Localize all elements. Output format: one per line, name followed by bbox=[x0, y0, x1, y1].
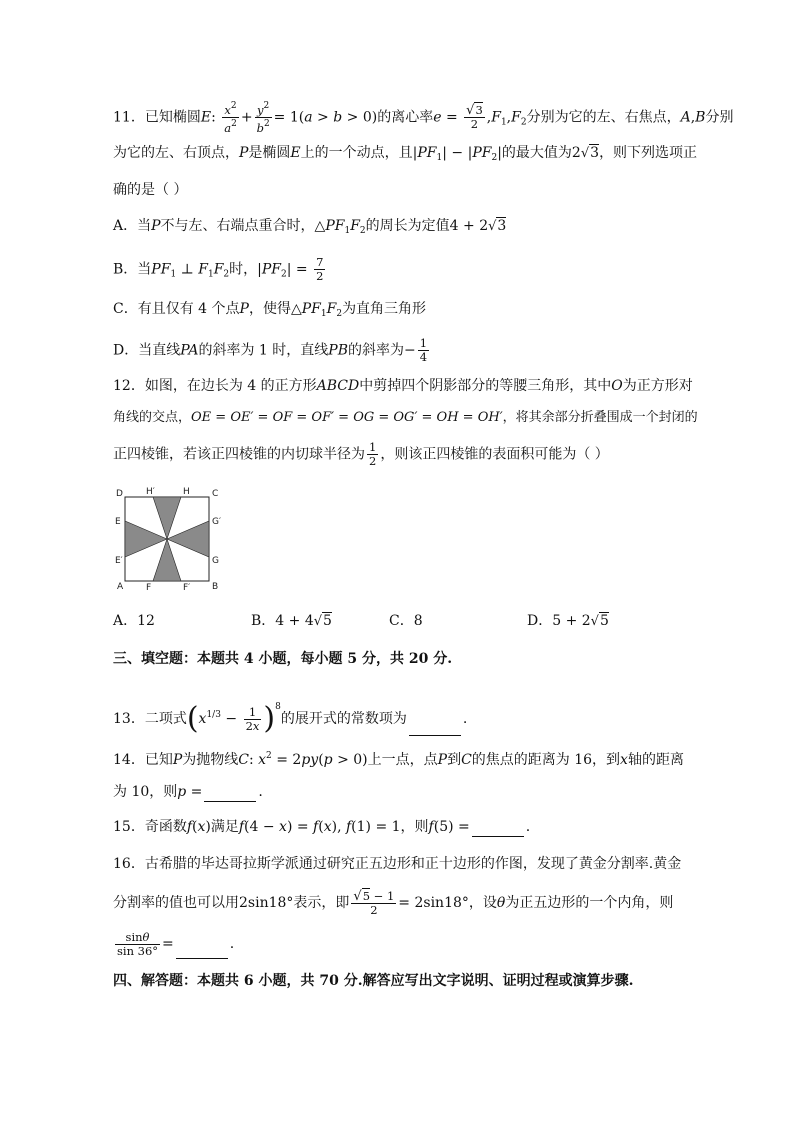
q14-c: 上一点，点 bbox=[367, 752, 438, 768]
square-figure bbox=[113, 487, 223, 592]
q11-line2-a: 为它的左、右顶点， bbox=[113, 145, 239, 161]
q15-mid2: ，则 bbox=[400, 819, 429, 835]
frac-1-2x: $\frac{1}{2x}$ bbox=[245, 704, 260, 733]
q13-pre: 13．二项式 bbox=[113, 711, 187, 727]
q11-line2-e: ，则下列选项正 bbox=[599, 145, 698, 161]
q14-e: 的焦点的距离为 16，到 bbox=[471, 752, 621, 768]
frac-1-4: $\frac{1}{4}$ bbox=[419, 336, 428, 364]
label-g-prime: G′ bbox=[212, 517, 222, 527]
label-e-prime: E′ bbox=[115, 556, 123, 566]
q15-mid: 满足 bbox=[210, 819, 239, 835]
q12-line1-c: 为正方形对 bbox=[622, 378, 693, 394]
frac-sqrt5-minus-1-over-2: $\frac{√5 - 1}{2}$ bbox=[353, 888, 395, 917]
q16-answer-blank[interactable] bbox=[176, 944, 228, 959]
q11-line-2: 为它的左、右顶点，P是椭圆E上的一个动点，且$|PF_1| - |PF_2|$的最大值为2√3，则下列选项正 bbox=[113, 145, 698, 163]
q14-f: 轴的距离 bbox=[627, 752, 684, 768]
q12-option-b-text: B．4 + 4 bbox=[251, 613, 314, 629]
q11-line2-d: 的最大值为 bbox=[501, 145, 572, 161]
q11-c-pre: C．有且仅有 4 个点 bbox=[113, 301, 240, 317]
q14-line2-text: 为 10，则 bbox=[113, 784, 178, 800]
q12-line1-a: 12．如图，在边长为 4 的正方形 bbox=[113, 378, 317, 394]
q11-c-mid: ，使得 bbox=[248, 301, 291, 317]
q12-options bbox=[113, 611, 693, 632]
q16-line-2: 分割率的值也可以用2sin18°表示，即 $\frac{√5 - 1}{2}$ = 2sin18°，设θ为正五边形的一个内角，则 bbox=[113, 888, 674, 917]
q12-line3-a: 正四棱锥，若该正四棱锥的内切球半径为 bbox=[113, 446, 365, 463]
label-b: B bbox=[212, 582, 219, 592]
q14-line-2: 为 10，则p = . bbox=[113, 784, 263, 800]
q14-line-1: 14．已知P为抛物线C: $x^2 = 2py(p > 0)$上一点，点P到C的焦点的距离为 16，到x轴的距离 bbox=[113, 751, 684, 768]
q12-option-d-text: D．5 + 2 bbox=[527, 613, 591, 629]
q12-option-c: C．8 bbox=[389, 613, 423, 629]
frac-1-2: $\frac{1}{2}$ bbox=[369, 440, 377, 468]
label-f-prime: F′ bbox=[183, 583, 191, 592]
q14-a: 14．已知 bbox=[113, 752, 173, 768]
q13-post: 的展开式的常数项为 bbox=[280, 711, 407, 727]
q12-option-d: D．5 + 2√5 bbox=[527, 613, 609, 629]
q11-b-mid: 时， bbox=[229, 261, 258, 278]
q12-line-1: 12．如图，在边长为 4 的正方形ABCD中剪掉四个阴影部分的等腰三角形，其中O为正方形对 bbox=[113, 378, 693, 394]
section-3-heading: 三、填空题：本题共 4 小题，每小题 5 分，共 20 分. bbox=[113, 651, 453, 667]
q12-line3-b: ，则该正四棱锥的表面积可能为（ ） bbox=[380, 446, 609, 463]
q11-option-b: B．当$PF_1$ ⊥ $F_1F_2$时，$|PF_2|$ = $\frac{7}{2}$ bbox=[113, 255, 324, 283]
label-g: G bbox=[212, 556, 219, 566]
frac-x2-a2: $\frac{x^2}{a^2}$ bbox=[224, 101, 237, 135]
label-d: D bbox=[116, 489, 123, 499]
section-4-heading: 四、解答题：本题共 6 小题，共 70 分.解答应写出文字说明、证明过程或演算步骤. bbox=[113, 973, 634, 989]
q14-answer-blank[interactable] bbox=[204, 787, 256, 802]
q12-line2-c: ，将其余部分折叠围成一个封闭的 bbox=[502, 410, 698, 425]
q11-a-mid: 不与左、右端点重合时， bbox=[160, 218, 315, 234]
ellipse-label: E bbox=[200, 109, 212, 126]
q12-line-3 bbox=[113, 441, 693, 468]
q11-option-a: A．当P不与左、右端点重合时，$\triangle PF_1F_2$的周长为定值4 + 2√3 bbox=[113, 218, 507, 236]
frac-7-2: $\frac{7}{2}$ bbox=[316, 255, 324, 283]
q11-d-post: 的斜率为 bbox=[348, 342, 405, 359]
q16-line2-a: 分割率的值也可以用 bbox=[113, 895, 239, 911]
frac-y2-b2: $\frac{y^2}{b^2}$ bbox=[256, 101, 270, 135]
q16-line2-d: 为正五边形的一个内角，则 bbox=[505, 895, 674, 911]
frac-sqrt3-2: $\frac{√3}{2}$ bbox=[466, 103, 483, 131]
q12-equal-segments: OE = OE′ = OF = OF′ = OG = OG′ = OH = OH′ bbox=[191, 410, 503, 425]
eccentricity-text: 的离心率 bbox=[377, 109, 434, 126]
q12-line2-a: 角线的交点， bbox=[113, 410, 192, 425]
q11-d-pre: D．当直线 bbox=[113, 342, 181, 359]
q16-line-3: $\frac{\sin\theta}{\sin 36^\circ}$ = . bbox=[117, 929, 235, 958]
q12-line1-b: 中剪掉四个阴影部分的等腰三角形，其中 bbox=[359, 378, 612, 394]
q11-line-3: 确的是（ ） bbox=[113, 182, 188, 198]
label-h: H bbox=[183, 487, 190, 497]
q15-answer-blank[interactable] bbox=[472, 822, 524, 837]
q11-d-mid: 的斜率为 1 时，直线 bbox=[198, 342, 329, 359]
foci-text: 分别为它的左、右焦点， bbox=[526, 109, 681, 126]
q13-answer-blank[interactable] bbox=[409, 721, 461, 736]
q12-line-2 bbox=[113, 408, 698, 428]
label-a: A bbox=[117, 582, 124, 592]
q11-option-d: D．当直线PA的斜率为 1 时，直线PB的斜率为− $\frac{1}{4}$ bbox=[113, 336, 428, 364]
q14-b: 为抛物线 bbox=[182, 752, 239, 768]
q16-line2-b: 表示，即 bbox=[293, 895, 350, 911]
q16-line-1: 16．古希腊的毕达哥拉斯学派通过研究正五边形和正十边形的作图，发现了黄金分割率.黄金 bbox=[113, 856, 682, 872]
q13: 13．二项式($x^{1/3}$ − $\frac{1}{2x}$ )$^8$的展开式的常数项为 . bbox=[113, 701, 468, 736]
q11-b-pre: B．当 bbox=[113, 261, 152, 278]
q11-option-c: C．有且仅有 4 个点P，使得$\triangle PF_1F_2$为直角三角形 bbox=[113, 301, 427, 319]
label-e: E bbox=[115, 517, 121, 527]
q11-line2-c: 上的一个动点，且 bbox=[300, 145, 413, 161]
q11-c-end: 为直角三角形 bbox=[342, 301, 427, 317]
q11-line-1: 11．已知椭圆E: $\frac{x^2}{a^2}$ + $\frac{y^2}{b^2}$ = 1(a > b > 0)的离心率e = $\frac{√3}{2}$ $,F_1,F_2$分别为它的左、右焦点，A,B分别 bbox=[113, 101, 734, 135]
q12-option-b: B．4 + 4√5 bbox=[251, 613, 332, 629]
q11-line2-b: 是椭圆 bbox=[248, 145, 291, 161]
q14-d: 到 bbox=[447, 752, 462, 768]
label-f: F bbox=[146, 583, 152, 592]
frac-sin-theta-over-sin36: $\frac{\sin\theta}{\sin 36^\circ}$ bbox=[117, 929, 159, 958]
q11-intro: 11．已知椭圆 bbox=[113, 109, 201, 126]
q15-pre: 15．奇函数 bbox=[113, 819, 187, 835]
q11-line1-end: 分别 bbox=[705, 109, 734, 126]
label-h-prime: H′ bbox=[146, 487, 155, 497]
q12-option-a: A．12 bbox=[113, 613, 155, 629]
q16-line2-c: ，设 bbox=[468, 895, 497, 911]
q15: 15．奇函数f(x)满足f(4 − x) = f(x), f(1) = 1，则f(5) = . bbox=[113, 819, 531, 835]
q11-a-post: 的周长为定值 bbox=[365, 218, 450, 234]
q11-a-pre: A．当 bbox=[113, 218, 152, 234]
label-c: C bbox=[212, 489, 219, 499]
